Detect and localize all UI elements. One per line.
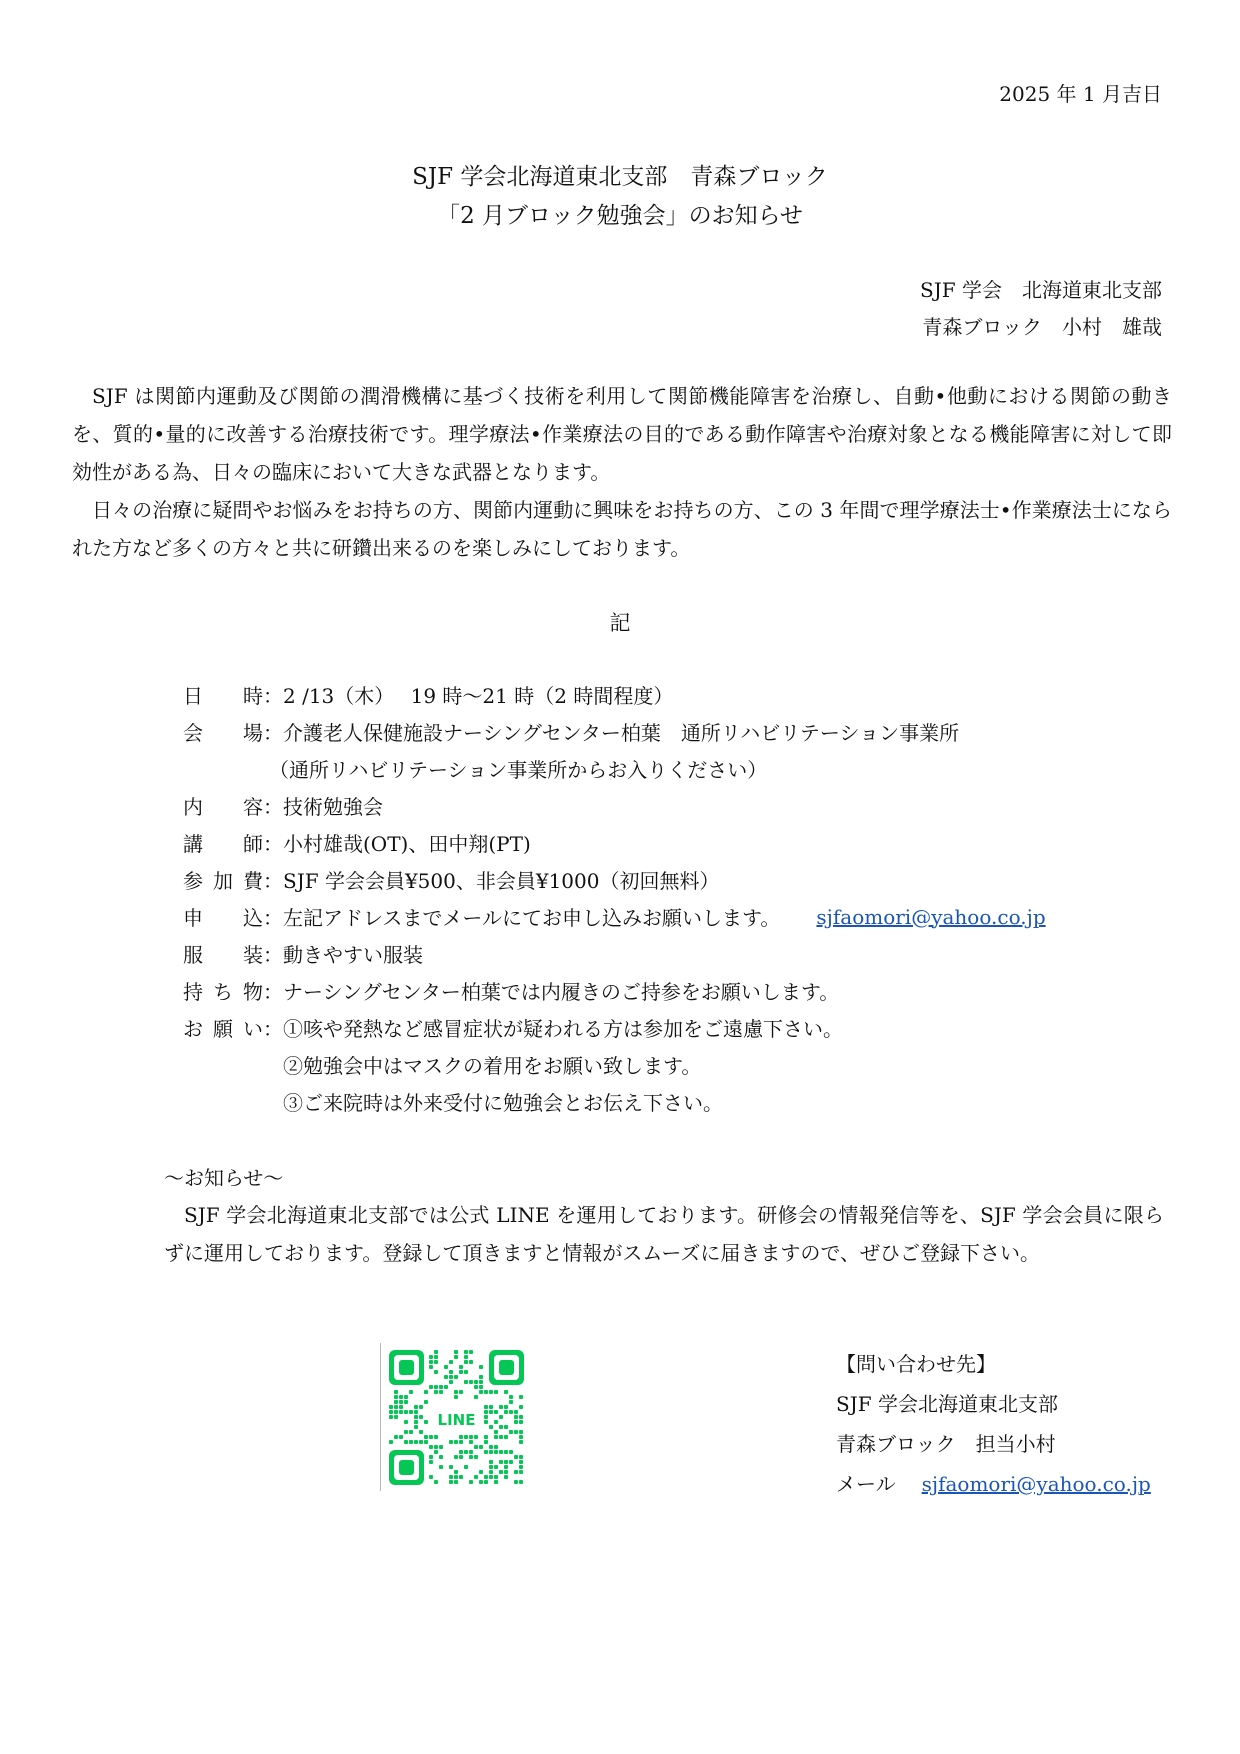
qr-module: [434, 1480, 438, 1484]
ki-marker: 記: [609, 611, 631, 635]
qr-module: [459, 1455, 463, 1459]
qr-module: [479, 1390, 483, 1394]
qr-module: [514, 1470, 518, 1474]
qr-module: [454, 1440, 458, 1444]
qr-module: [459, 1390, 463, 1394]
detail-row-request-2: [183, 1046, 1046, 1083]
qr-module: [449, 1370, 453, 1374]
detail-label: 申込: [183, 906, 263, 930]
qr-module: [449, 1440, 453, 1444]
qr-module: [484, 1435, 488, 1439]
qr-module: [454, 1395, 458, 1399]
qr-module: [409, 1440, 413, 1444]
qr-module: [394, 1390, 398, 1394]
contact-email-link[interactable]: sjfaomori@yahoo.co.jp: [921, 1472, 1151, 1496]
qr-module: [404, 1420, 408, 1424]
qr-module: [489, 1445, 493, 1449]
page-title: SJF 学会北海道東北支部 青森ブロック: [412, 164, 828, 190]
qr-module: [494, 1465, 498, 1469]
qr-module: [499, 1435, 503, 1439]
qr-module: [489, 1405, 493, 1409]
qr-module: [454, 1350, 458, 1354]
qr-module: [504, 1470, 508, 1474]
qr-module: [514, 1415, 518, 1419]
qr-module: [434, 1445, 438, 1449]
qr-module: [394, 1405, 398, 1409]
qr-module: [429, 1460, 433, 1464]
qr-module: [409, 1430, 413, 1434]
detail-row-attire: 服装 ： 動きやすい服装: [183, 935, 1046, 972]
qr-module: [419, 1405, 423, 1409]
qr-module: [474, 1475, 478, 1479]
qr-module: [489, 1410, 493, 1414]
qr-module: [484, 1450, 488, 1454]
qr-module: [434, 1435, 438, 1439]
contact-heading: 【問い合わせ先】: [836, 1352, 996, 1376]
qr-module: [519, 1470, 523, 1474]
venue-note: （通所リハビリテーション事業所からお入りください）: [269, 758, 768, 782]
detail-row-venue-note: [183, 750, 1046, 787]
qr-module: [429, 1455, 433, 1459]
qr-module: [469, 1350, 473, 1354]
qr-module: [464, 1450, 468, 1454]
qr-module: [489, 1470, 493, 1474]
qr-module: [434, 1370, 438, 1374]
qr-module: [439, 1465, 443, 1469]
qr-module: [444, 1365, 448, 1369]
qr-module: [474, 1395, 478, 1399]
qr-code-icon: [381, 1343, 531, 1491]
qr-module: [494, 1450, 498, 1454]
qr-module: [494, 1475, 498, 1479]
qr-module: [459, 1365, 463, 1369]
qr-module: [464, 1355, 468, 1359]
qr-module: [504, 1475, 508, 1479]
detail-label: 日時: [183, 684, 263, 708]
qr-module: [414, 1440, 418, 1444]
qr-module: [434, 1350, 438, 1354]
qr-module: [499, 1425, 503, 1429]
qr-module: [394, 1395, 398, 1399]
qr-module: [449, 1360, 453, 1364]
qr-module: [519, 1435, 523, 1439]
page-subtitle: 「2 月ブロック勉強会」のお知らせ: [437, 203, 803, 229]
qr-module: [499, 1415, 503, 1419]
qr-module: [409, 1410, 413, 1414]
request-item: ①咳や発熱など感冒症状が疑われる方は参加をご遠慮下さい。: [283, 1017, 843, 1041]
detail-row-lecturer: 講師 ： 小村雄哉(OT)、田中翔(PT): [183, 824, 1046, 861]
detail-value: 介護老人保健施設ナーシングセンター柏葉 通所リハビリテーション事業所: [283, 721, 960, 745]
intro-paragraph-1: SJF は関節内運動及び関節の潤滑機構に基づく技術を利用して関節機能障害を治療し、自動•他動における関節の動きを、質的•量的に改善する治療技術です。理学療法•作業療法の目的である動作障害や治療対象となる機能障害に対して即効性がある為、日々の臨床において大きな武器となります。: [72, 384, 1172, 484]
qr-module: [429, 1445, 433, 1449]
qr-module: [469, 1480, 473, 1484]
qr-module: [424, 1390, 428, 1394]
qr-module: [489, 1390, 493, 1394]
qr-module: [449, 1480, 453, 1484]
qr-module: [509, 1460, 513, 1464]
qr-module: [419, 1415, 423, 1419]
qr-module: [509, 1400, 513, 1404]
qr-module: [399, 1400, 403, 1404]
qr-module: [434, 1360, 438, 1364]
detail-row-requests: お願い ： ①咳や発熱など感冒症状が疑われる方は参加をご遠慮下さい。: [183, 1009, 1046, 1046]
qr-module: [504, 1465, 508, 1469]
detail-row-venue: 会場 ： 介護老人保健施設ナーシングセンター柏葉 通所リハビリテーション事業所: [183, 713, 1046, 750]
detail-value: SJF 学会会員¥500、非会員¥1000（初回無料）: [283, 869, 720, 893]
qr-module: [429, 1475, 433, 1479]
organizer-line-1: SJF 学会 北海道東北支部: [920, 278, 1162, 302]
qr-module: [479, 1480, 483, 1484]
qr-module: [464, 1465, 468, 1469]
qr-module: [494, 1430, 498, 1434]
qr-module: [504, 1460, 508, 1464]
qr-module: [449, 1375, 453, 1379]
qr-module: [519, 1465, 523, 1469]
qr-module: [474, 1380, 478, 1384]
qr-module: [394, 1400, 398, 1404]
qr-module: [474, 1445, 478, 1449]
qr-module: [479, 1445, 483, 1449]
intro-paragraph-2: 日々の治療に疑問やお悩みをお持ちの方、関節内運動に興味をお持ちの方、この 3 年間で理学療法士•作業療法士になられた方など多くの方々と共に研鑽出来るのを楽しみにしております。: [72, 498, 1172, 560]
qr-module: [404, 1440, 408, 1444]
qr-module: [404, 1410, 408, 1414]
qr-module: [459, 1450, 463, 1454]
qr-module: [509, 1410, 513, 1414]
qr-module: [414, 1415, 418, 1419]
qr-module: [499, 1405, 503, 1409]
qr-module: [504, 1425, 508, 1429]
detail-label: 内容: [183, 795, 263, 819]
qr-module: [474, 1455, 478, 1459]
qr-module: [449, 1380, 453, 1384]
qr-module: [394, 1410, 398, 1414]
qr-module: [414, 1420, 418, 1424]
qr-module: [489, 1425, 493, 1429]
qr-module: [414, 1410, 418, 1414]
qr-module: [454, 1480, 458, 1484]
qr-module: [494, 1420, 498, 1424]
qr-module: [499, 1460, 503, 1464]
qr-module: [489, 1460, 493, 1464]
qr-module: [519, 1460, 523, 1464]
detail-row-items: 持ち物 ： ナーシングセンター柏葉では内履きのご持参をお願いします。: [183, 972, 1046, 1009]
detail-value: 左記アドレスまでメールにてお申し込みお願いします。: [283, 906, 781, 930]
qr-module: [469, 1380, 473, 1384]
qr-module: [449, 1465, 453, 1469]
qr-module: [414, 1425, 418, 1429]
qr-module: [429, 1360, 433, 1364]
qr-module: [499, 1470, 503, 1474]
contact-person: 青森ブロック 担当小村: [836, 1432, 1056, 1456]
qr-module: [389, 1405, 393, 1409]
qr-module: [484, 1480, 488, 1484]
qr-module: [464, 1350, 468, 1354]
qr-module: [499, 1450, 503, 1454]
qr-module: [394, 1415, 398, 1419]
qr-module: [509, 1430, 513, 1434]
qr-module: [439, 1445, 443, 1449]
qr-module: [479, 1380, 483, 1384]
qr-module: [489, 1475, 493, 1479]
qr-module: [494, 1410, 498, 1414]
qr-module: [504, 1450, 508, 1454]
detail-label: 講師: [183, 832, 263, 856]
qr-module: [479, 1470, 483, 1474]
qr-module: [389, 1410, 393, 1414]
qr-module: [484, 1440, 488, 1444]
qr-module: [424, 1420, 428, 1424]
qr-module: [399, 1395, 403, 1399]
qr-module: [474, 1385, 478, 1389]
qr-module: [424, 1440, 428, 1444]
contact-mail-row: [836, 1464, 1151, 1504]
qr-module: [479, 1385, 483, 1389]
qr-module: [434, 1450, 438, 1454]
qr-module: [424, 1435, 428, 1439]
qr-module: [444, 1385, 448, 1389]
qr-module: [444, 1375, 448, 1379]
qr-module: [494, 1445, 498, 1449]
detail-label: 会場: [183, 721, 263, 745]
qr-module: [439, 1455, 443, 1459]
qr-module: [454, 1375, 458, 1379]
contact-mail-label: メール: [836, 1472, 896, 1496]
qr-module: [509, 1395, 513, 1399]
qr-module: [519, 1455, 523, 1459]
detail-value: 動きやすい服装: [283, 943, 423, 967]
qr-module: [514, 1480, 518, 1484]
qr-module: [464, 1435, 468, 1439]
qr-module: [389, 1440, 393, 1444]
qr-module: [494, 1390, 498, 1394]
qr-module: [399, 1435, 403, 1439]
qr-module: [454, 1390, 458, 1394]
qr-module: [469, 1435, 473, 1439]
qr-module: [439, 1385, 443, 1389]
qr-module: [514, 1430, 518, 1434]
qr-module: [404, 1400, 408, 1404]
qr-module: [434, 1355, 438, 1359]
qr-module: [519, 1415, 523, 1419]
qr-module: [439, 1390, 443, 1394]
qr-module: [434, 1390, 438, 1394]
qr-module: [479, 1375, 483, 1379]
detail-value: 技術勉強会: [283, 795, 383, 819]
qr-module: [484, 1410, 488, 1414]
detail-row-fee: 参加費 ： SJF 学会会員¥500、非会員¥1000（初回無料）: [183, 861, 1046, 898]
detail-label: お願い: [183, 1017, 263, 1041]
qr-module: [404, 1430, 408, 1434]
qr-module: [519, 1420, 523, 1424]
notice-heading: 〜お知らせ〜: [164, 1166, 284, 1190]
qr-module: [404, 1395, 408, 1399]
detail-row-apply: 申込 ： 左記アドレスまでメールにてお申し込みお願いします。 sjfaomori@yahoo.co.jp: [183, 898, 1046, 935]
qr-module: [504, 1390, 508, 1394]
qr-module: [519, 1480, 523, 1484]
event-details: [183, 676, 1046, 1120]
qr-module: [464, 1370, 468, 1374]
detail-label: 持ち物: [183, 980, 263, 1004]
detail-value: 小村雄哉(OT)、田中翔(PT): [283, 832, 531, 856]
qr-module: [419, 1430, 423, 1434]
qr-module: [454, 1470, 458, 1474]
qr-module: [474, 1435, 478, 1439]
detail-label: 参加費: [183, 869, 263, 893]
detail-label: 服装: [183, 943, 263, 967]
qr-module: [429, 1365, 433, 1369]
qr-module: [469, 1360, 473, 1364]
qr-module: [479, 1365, 483, 1369]
qr-module: [484, 1405, 488, 1409]
qr-module: [494, 1435, 498, 1439]
qr-module: [464, 1380, 468, 1384]
qr-module: [484, 1415, 488, 1419]
notice-paragraph: SJF 学会北海道東北支部では公式 LINE を運用しております。研修会の情報発信等を、SJF 学会会員に限らずに運用しております。登録して頂きますと情報がスムーズに届きますので、ぜひご登録下さい。: [164, 1203, 1164, 1265]
apply-email-link[interactable]: sjfaomori@yahoo.co.jp: [816, 904, 1046, 929]
qr-module: [454, 1355, 458, 1359]
detail-row-request-3: [183, 1083, 1046, 1120]
qr-module: [519, 1395, 523, 1399]
qr-module: [389, 1415, 393, 1419]
qr-module: [429, 1385, 433, 1389]
detail-row-content: 内容 ： 技術勉強会: [183, 787, 1046, 824]
qr-module: [484, 1390, 488, 1394]
qr-module: [519, 1405, 523, 1409]
qr-module: [489, 1450, 493, 1454]
qr-module: [429, 1435, 433, 1439]
contact-block: [836, 1344, 1151, 1504]
qr-module: [509, 1450, 513, 1454]
qr-module: [459, 1475, 463, 1479]
qr-module: [504, 1405, 508, 1409]
qr-module: [494, 1480, 498, 1484]
qr-module: [489, 1465, 493, 1469]
qr-module: [469, 1455, 473, 1459]
request-item: ②勉強会中はマスクの着用をお願い致します。: [283, 1054, 702, 1078]
qr-module: [454, 1455, 458, 1459]
qr-module: [409, 1390, 413, 1394]
qr-module: [399, 1405, 403, 1409]
qr-module: [464, 1360, 468, 1364]
qr-module: [459, 1435, 463, 1439]
qr-module: [514, 1455, 518, 1459]
qr-module: [514, 1410, 518, 1414]
qr-module: [394, 1435, 398, 1439]
qr-module: [414, 1405, 418, 1409]
qr-module: [504, 1410, 508, 1414]
qr-module: [469, 1440, 473, 1444]
qr-module: [469, 1450, 473, 1454]
qr-module: [459, 1440, 463, 1444]
contact-org: SJF 学会北海道東北支部: [836, 1392, 1058, 1416]
qr-module: [519, 1430, 523, 1434]
qr-module: [519, 1440, 523, 1444]
detail-row-datetime: 日時 ： 2 /13（木） 19 時〜21 時（2 時間程度）: [183, 676, 1046, 713]
qr-module: [449, 1475, 453, 1479]
qr-module: [484, 1420, 488, 1424]
qr-line-label: LINE: [437, 1411, 476, 1429]
qr-module: [419, 1440, 423, 1444]
qr-module: [399, 1410, 403, 1414]
detail-value: 2 /13（木） 19 時〜21 時（2 時間程度）: [283, 684, 674, 708]
qr-module: [434, 1385, 438, 1389]
qr-module: [454, 1475, 458, 1479]
line-qr-code[interactable]: [380, 1343, 531, 1491]
detail-value: ナーシングセンター柏葉では内履きのご持参をお願いします。: [283, 980, 840, 1004]
qr-module: [424, 1400, 428, 1404]
qr-module: [484, 1475, 488, 1479]
qr-module: [514, 1420, 518, 1424]
issue-date: 2025 年 1 月吉日: [999, 82, 1162, 106]
qr-module: [459, 1370, 463, 1374]
organizer-line-2: 青森ブロック 小村 雄哉: [922, 315, 1162, 339]
qr-module: [429, 1355, 433, 1359]
qr-module: [504, 1435, 508, 1439]
request-item: ③ご来院時は外来受付に勉強会とお伝え下さい。: [283, 1091, 723, 1115]
